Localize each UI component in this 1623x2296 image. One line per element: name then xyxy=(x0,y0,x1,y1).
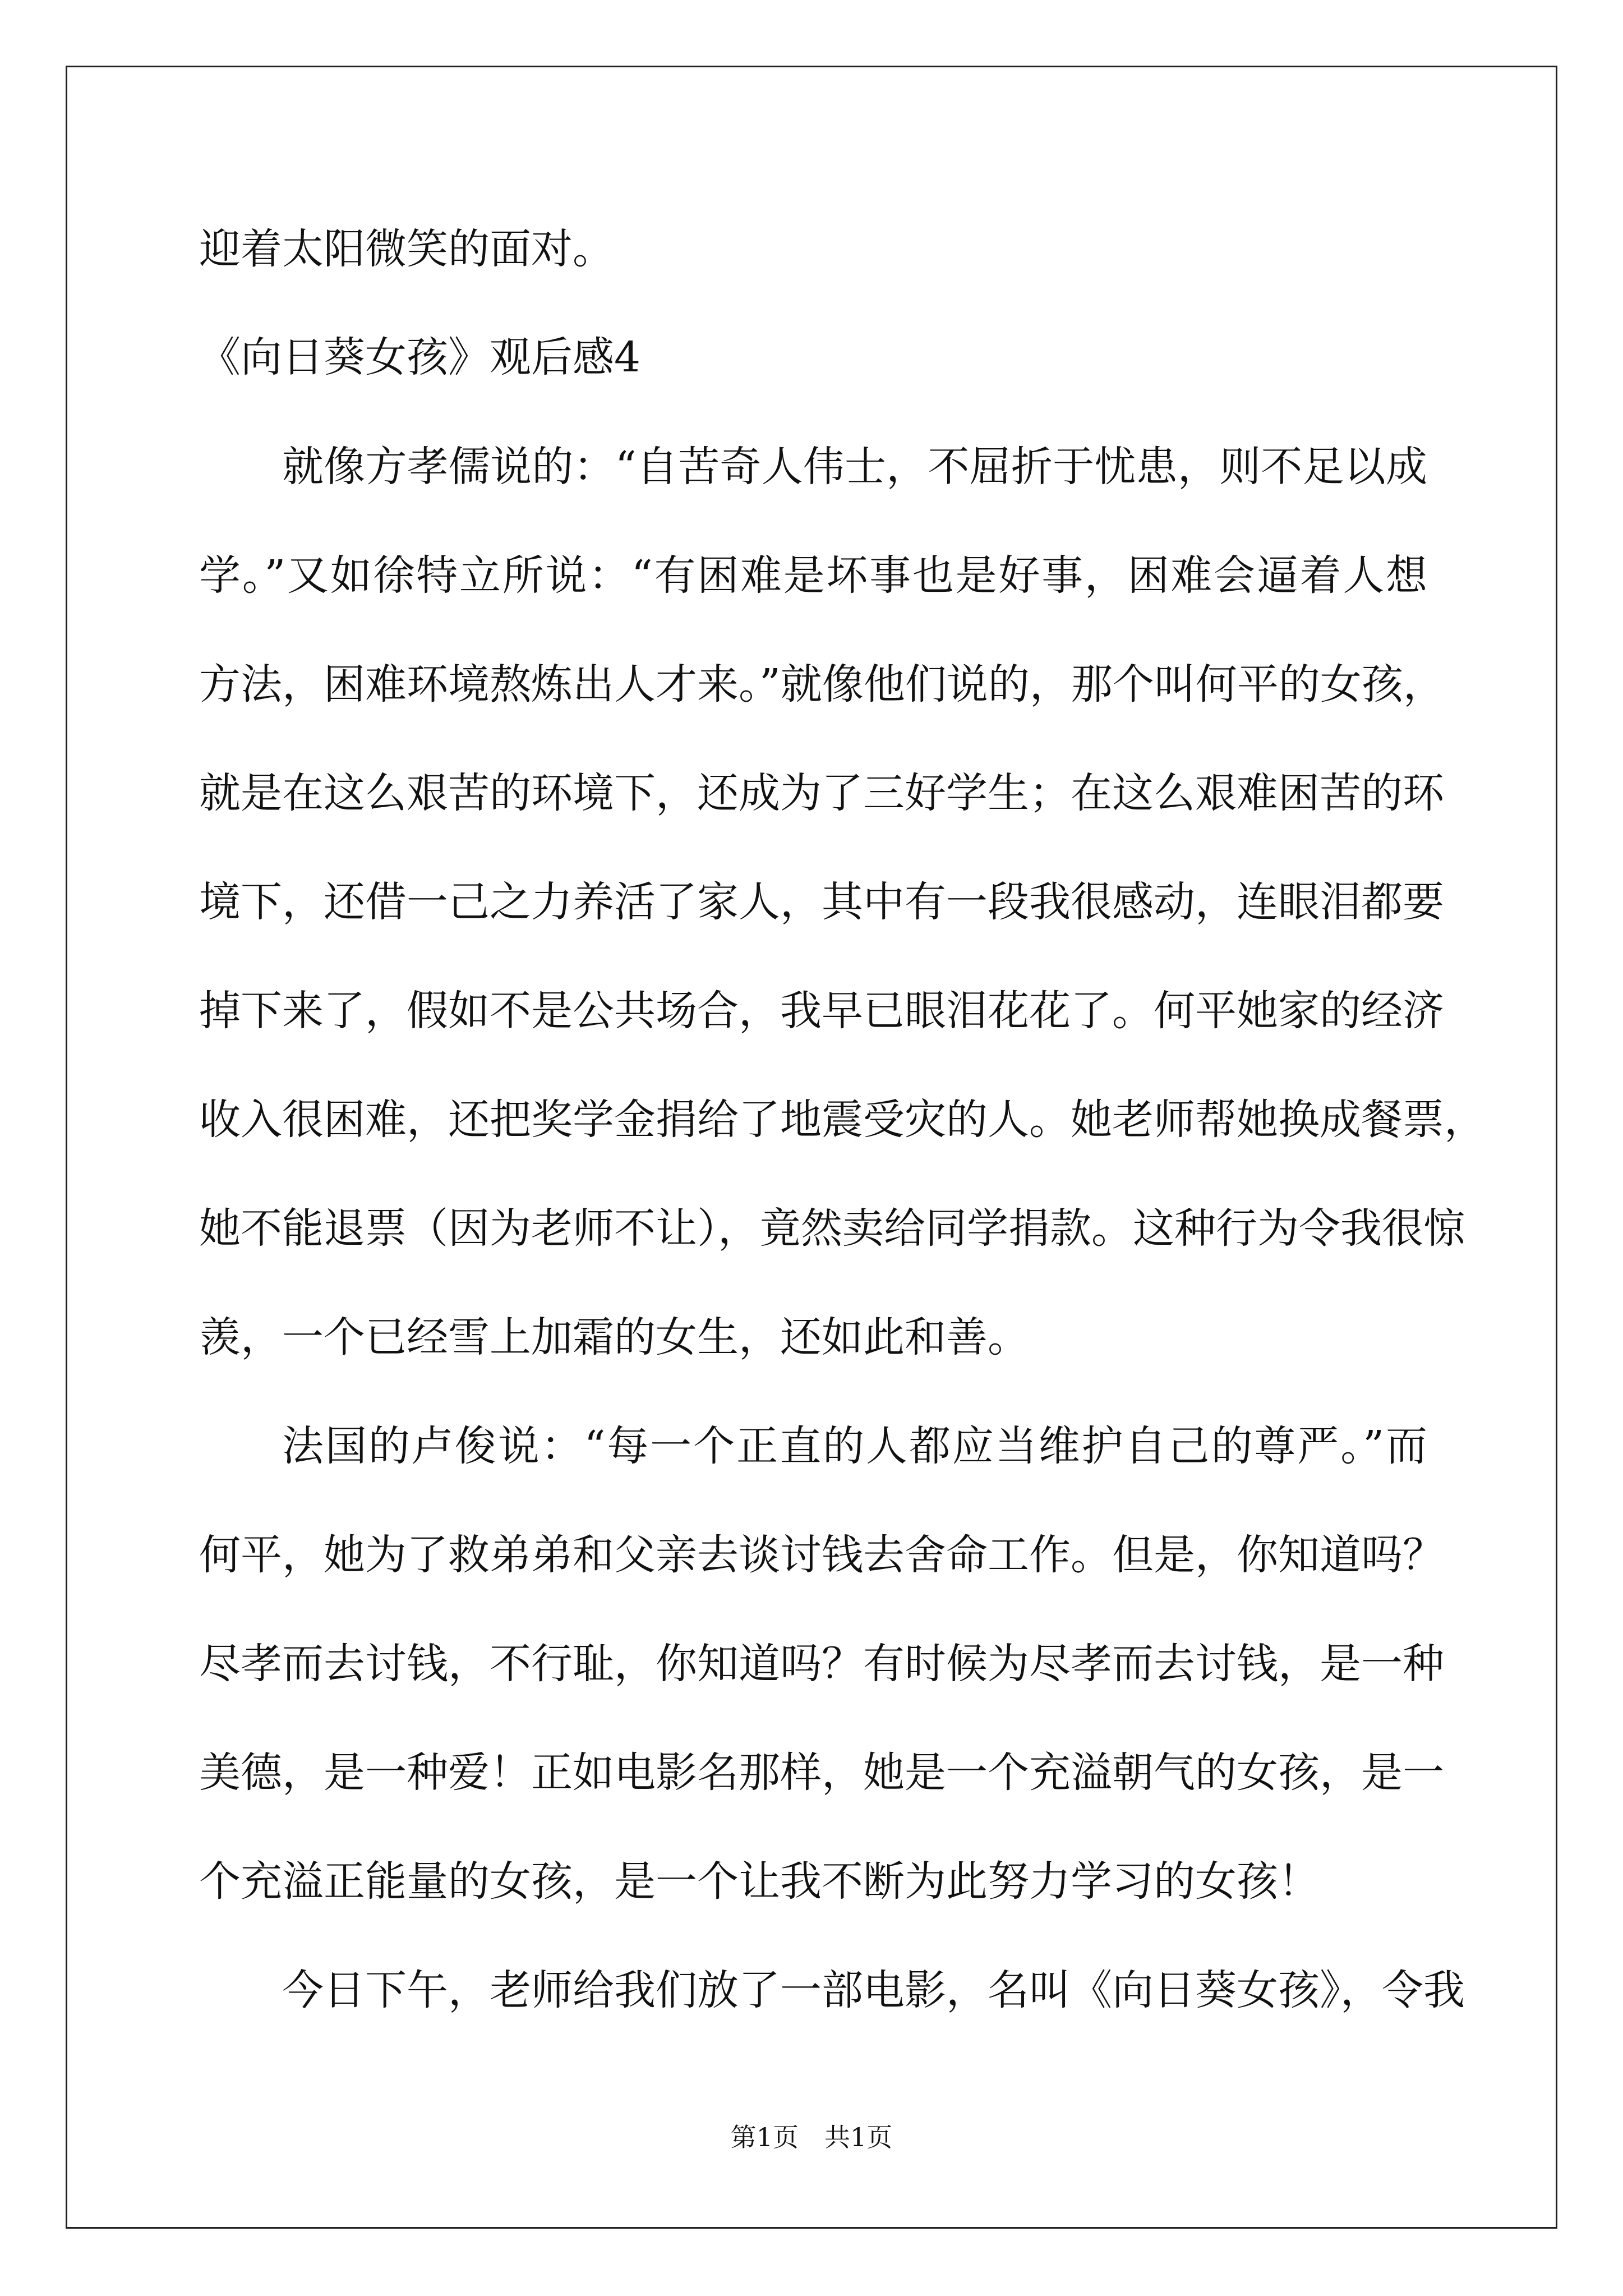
text-line: 迎着太阳微笑的面对。 xyxy=(199,225,614,273)
text-line: 羡，一个已经雪上加霜的女生，还如此和善。 xyxy=(199,1313,1029,1361)
text-line: 个充溢正能量的女孩，是一个让我不断为此努力学习的女孩！ xyxy=(199,1857,1320,1906)
text-line: 何平，她为了救弟弟和父亲去谈讨钱去舍命工作。但是，你知道吗？ xyxy=(199,1531,1444,1579)
text-line: 就像方孝儒说的：“自苦奇人伟士，不屈折于忧患，则不足以成 xyxy=(282,443,1427,491)
text-line: 法国的卢俊说：“每一个正直的人都应当维护自己的尊严。”而 xyxy=(282,1422,1427,1470)
page-footer: 第1页 共1页 xyxy=(730,2122,893,2152)
text-line: 境下，还借一己之力养活了家人，其中有一段我很感动，连眼泪都要 xyxy=(199,878,1444,926)
text-line: 今日下午，老师给我们放了一部电影，名叫《向日葵女孩》，令我 xyxy=(282,1966,1465,2014)
text-line: 方法，困难环境熬炼出人才来。”就像他们说的，那个叫何平的女孩， xyxy=(199,660,1445,708)
text-line: 收入很困难，还把奖学金捐给了地震受灾的人。她老师帮她换成餐票， xyxy=(199,1096,1486,1144)
text-line: 学。”又如徐特立所说：“有困难是坏事也是好事，困难会逼着人想 xyxy=(199,551,1427,600)
text-line: 掉下来了，假如不是公共场合，我早已眼泪花花了。何平她家的经济 xyxy=(199,987,1444,1035)
text-line: 美德，是一种爱！正如电影名那样，她是一个充溢朝气的女孩，是一 xyxy=(199,1749,1444,1797)
section-heading: 《向日葵女孩》观后感4 xyxy=(199,333,641,381)
text-line: 就是在这么艰苦的环境下，还成为了三好学生；在这么艰难困苦的环 xyxy=(199,769,1444,817)
text-line: 她不能退票（因为老师不让），竟然卖给同学捐款。这种行为令我很惊 xyxy=(199,1204,1465,1253)
text-line: 尽孝而去讨钱，不行耻，你知道吗？有时候为尽孝而去讨钱，是一种 xyxy=(199,1640,1444,1688)
